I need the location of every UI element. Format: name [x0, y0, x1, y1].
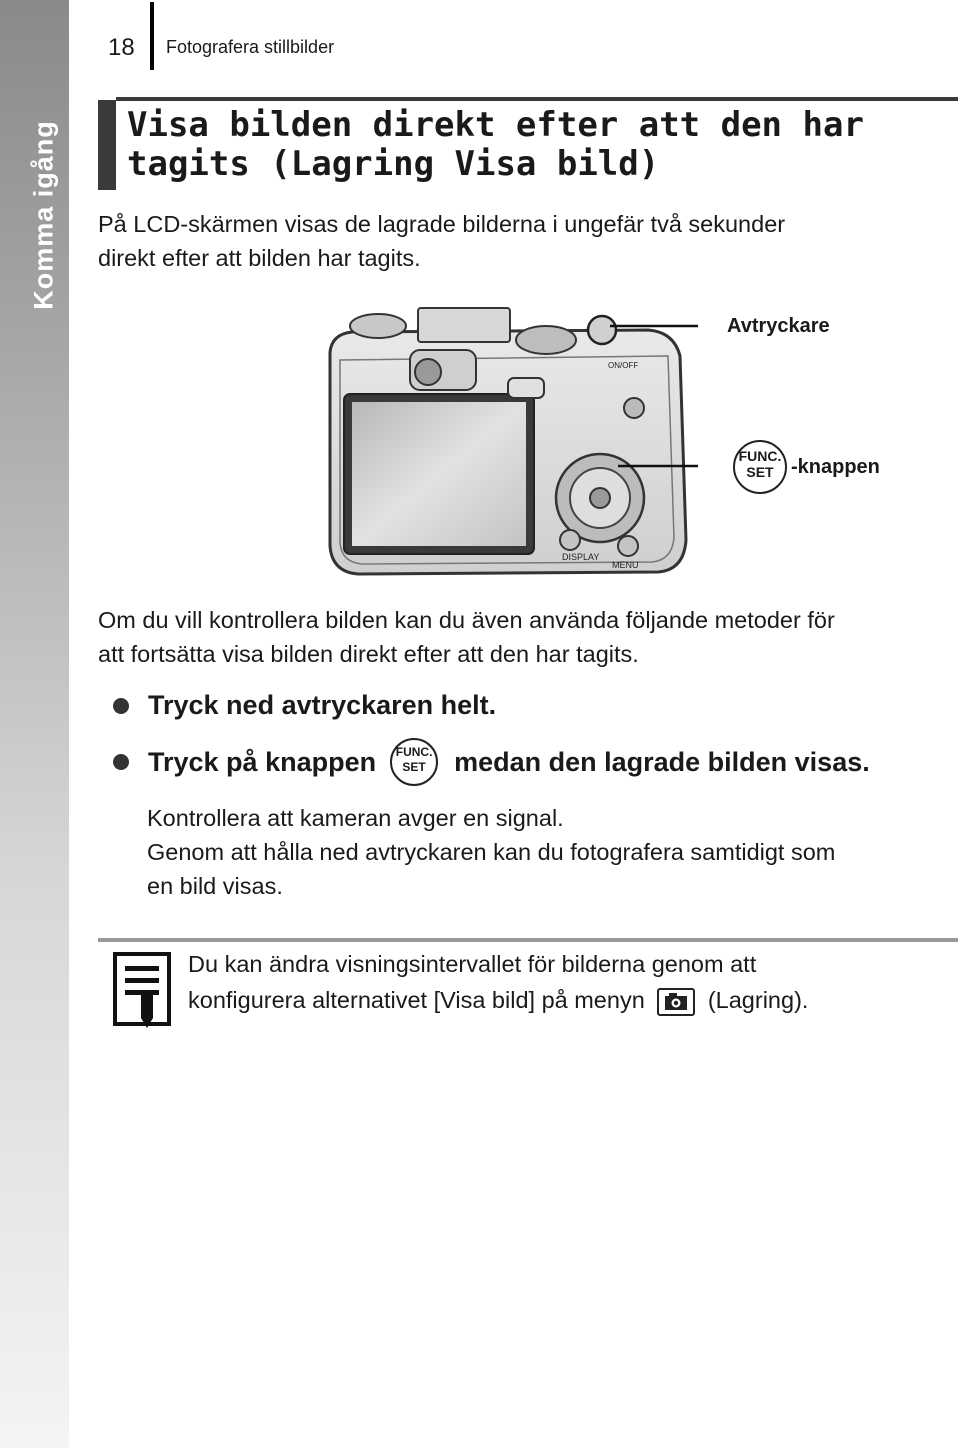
body-paragraph	[98, 603, 835, 671]
section-name: Fotografera stillbilder	[166, 37, 335, 57]
chapter-tab-label: Komma igång	[28, 120, 59, 310]
func-callout: -knappen	[791, 456, 880, 478]
title-rule	[116, 97, 958, 101]
title-bar-accent	[98, 100, 116, 190]
shutter-callout: Avtryckare	[727, 315, 830, 337]
details-line-1: Kontrollera att kameran avger en signal.	[147, 805, 564, 831]
bullet-text-2b: medan den lagrade bilden visas.	[454, 746, 870, 777]
details-line-2: Genom att hålla ned avtryckaren kan du fotografera samtidigt som	[147, 839, 836, 865]
func-set-icon-top: FUNC.	[738, 448, 782, 464]
details-line-3: en bild visas.	[147, 873, 283, 899]
onoff-label: ON/OFF	[608, 361, 639, 370]
camera-menu-icon	[657, 988, 695, 1016]
note-line-1: Du kan ändra visningsintervallet för bilderna genom att	[188, 951, 757, 977]
chapter-tab	[0, 0, 69, 1448]
body-line-1: Om du vill kontrollera bilden kan du även använda följande metoder för	[98, 607, 835, 633]
intro-line-1: På LCD-skärmen visas de lagrade bilderna i ungefär två sekunder	[98, 211, 786, 237]
bullet-icon	[113, 754, 129, 770]
bullet-text-2a: Tryck på knappen	[148, 746, 377, 777]
bullet-item-2	[113, 738, 870, 786]
header-separator	[150, 2, 154, 70]
intro-paragraph	[98, 207, 785, 275]
func-set-icon	[733, 440, 787, 494]
intro-line-2: direkt efter att bilden har tagits.	[98, 245, 421, 271]
menu-label: MENU	[612, 560, 639, 570]
note-divider	[98, 938, 958, 942]
bullet-icon	[113, 698, 129, 714]
camera-illustration	[318, 290, 698, 590]
bullet-item-1	[113, 690, 496, 721]
page-title-line-1: Visa bilden direkt efter att den har	[127, 105, 864, 145]
func-set-icon-bottom: SET	[746, 464, 774, 480]
bullet-text-1: Tryck ned avtryckaren helt.	[148, 690, 497, 720]
memo-pencil-icon	[113, 952, 171, 1030]
body-line-2: att fortsätta visa bilden direkt efter att den har tagits.	[98, 641, 639, 667]
note-line-2a: konfigurera alternativet [Visa bild] på menyn	[188, 987, 645, 1013]
page-number: 18	[108, 34, 135, 61]
details-paragraph	[147, 801, 835, 903]
note-line-2b: (Lagring).	[707, 987, 809, 1013]
page-title-line-2: tagits (Lagring Visa bild)	[127, 144, 660, 184]
display-label: DISPLAY	[562, 552, 600, 562]
note-text	[188, 946, 808, 1018]
func-set-button-icon: FUNC. SET	[390, 738, 438, 786]
page-title	[127, 106, 864, 184]
